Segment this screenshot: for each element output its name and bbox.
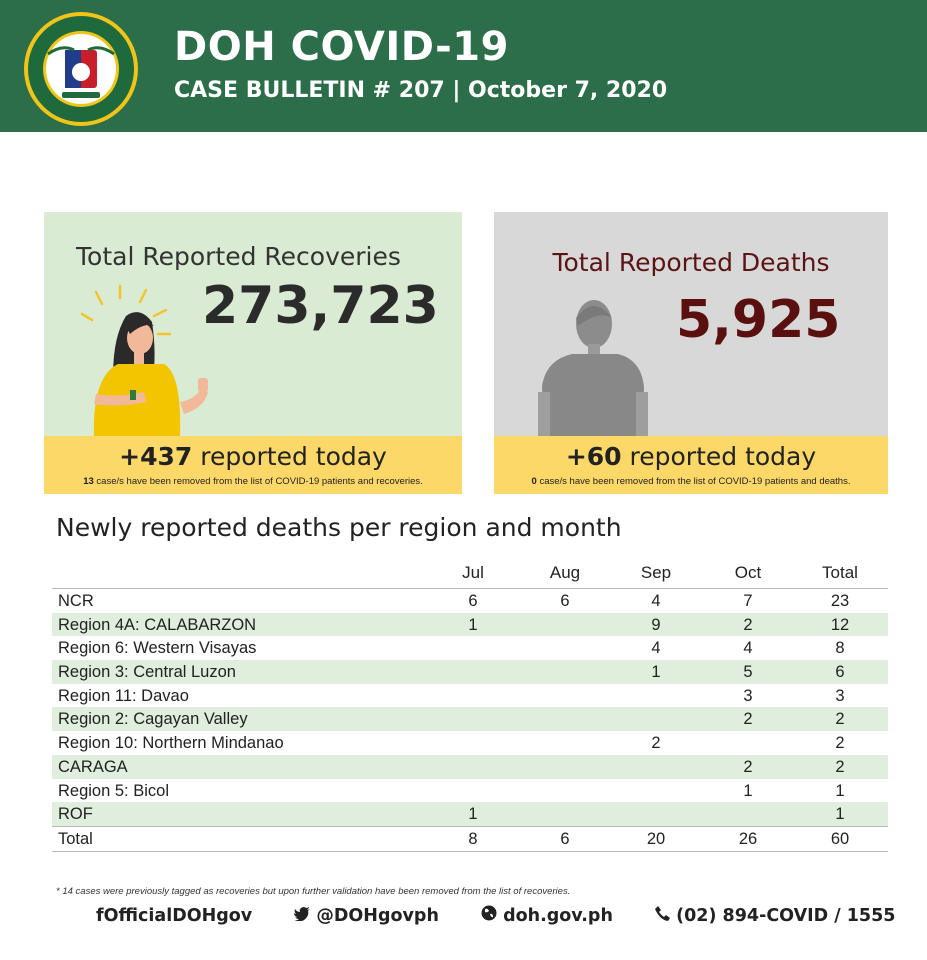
- facebook-handle: OfficialDOHgov: [103, 906, 253, 926]
- globe-icon: [481, 905, 497, 921]
- table-cell: 7: [743, 592, 753, 610]
- region-name: NCR: [58, 592, 94, 610]
- table-cell: 4: [743, 639, 753, 658]
- table-cell: 6: [468, 592, 478, 610]
- table-title: Newly reported deaths per region and month: [56, 513, 622, 542]
- region-name: Region 6: Western Visayas: [58, 639, 257, 658]
- table-header-row: [52, 560, 888, 589]
- table-cell: 4: [651, 639, 661, 658]
- deaths-by-region-table: [52, 560, 888, 852]
- person-silhouette-icon: [538, 296, 648, 438]
- phone-number: (02) 894-COVID / 1555: [676, 906, 896, 926]
- deaths-removed-count: 0: [531, 476, 537, 487]
- table-row: [52, 589, 888, 613]
- twitter-link[interactable]: [294, 906, 439, 926]
- region-name: Region 3: Central Luzon: [58, 663, 236, 682]
- table-cell: 12: [830, 615, 850, 634]
- table-cell: 2: [835, 710, 845, 729]
- table-cell: 6: [560, 592, 570, 610]
- bulletin-subtitle: CASE BULLETIN # 207 | October 7, 2020: [174, 78, 668, 103]
- page-title: DOH COVID-19: [174, 24, 509, 70]
- table-row: [52, 636, 888, 660]
- table-cell: 4: [651, 592, 661, 610]
- table-row: [52, 613, 888, 637]
- table-total-row: [52, 826, 888, 852]
- table-cell: 8: [835, 639, 845, 658]
- total-cell: 8: [468, 829, 478, 848]
- table-cell: 1: [468, 805, 478, 824]
- table-cell: 1: [743, 781, 753, 800]
- table-cell: 2: [743, 710, 753, 729]
- recoveries-total: 273,723: [202, 276, 439, 336]
- col-header-jul: Jul: [462, 563, 484, 582]
- deaths-today-count: +60: [565, 442, 622, 471]
- table-row: [52, 684, 888, 708]
- table-cell: 2: [743, 615, 753, 634]
- total-cell: 26: [738, 829, 758, 848]
- col-header-oct: Oct: [734, 563, 762, 582]
- table-cell: 2: [743, 757, 753, 776]
- table-row: [52, 802, 888, 826]
- phone-icon: [655, 906, 670, 921]
- region-name: CARAGA: [58, 757, 128, 776]
- footnote: * 14 cases were previously tagged as recoveries but upon further validation have been removed from the list of recoveries.: [56, 886, 571, 897]
- table-row: [52, 779, 888, 803]
- region-name: Region 4A: CALABARZON: [58, 615, 257, 634]
- region-name: ROF: [58, 805, 93, 824]
- recoveries-today-band: [44, 436, 462, 494]
- table-cell: 6: [835, 663, 845, 682]
- phone-link[interactable]: [655, 906, 895, 926]
- table-cell: 2: [651, 734, 661, 753]
- recoveries-title: Total Reported Recoveries: [76, 242, 401, 271]
- recoveries-today-count: +437: [119, 442, 193, 471]
- region-name: Region 10: Northern Mindanao: [58, 734, 284, 753]
- table-cell: 2: [835, 757, 845, 776]
- facebook-link[interactable]: [96, 906, 252, 926]
- table-cell: 1: [651, 663, 661, 682]
- region-name: Region 11: Davao: [58, 686, 189, 705]
- total-cell: 6: [560, 829, 570, 848]
- table-cell: 2: [835, 734, 845, 753]
- deaths-total: 5,925: [676, 290, 841, 350]
- table-cell: 5: [743, 663, 753, 682]
- deaths-today-label: reported today: [621, 442, 817, 471]
- doh-seal-logo: [22, 10, 140, 128]
- facebook-icon: f: [96, 906, 104, 926]
- table-cell: 23: [830, 592, 850, 610]
- recoveries-removed-count: 13: [83, 476, 94, 487]
- deaths-today-band: [494, 436, 888, 494]
- happy-woman-icon: [74, 282, 224, 437]
- deaths-card: [494, 212, 888, 494]
- website-link[interactable]: [481, 906, 613, 926]
- table-row: [52, 731, 888, 755]
- table-cell: 1: [835, 805, 845, 824]
- deaths-removed-note: case/s have been removed from the list of COVID-19 patients and deaths.: [536, 476, 851, 487]
- contact-bar: [96, 905, 895, 926]
- total-cell: 60: [830, 829, 850, 848]
- total-cell: 20: [646, 829, 666, 848]
- col-header-total: Total: [822, 563, 858, 582]
- twitter-icon: [294, 907, 310, 921]
- table-row: [52, 755, 888, 779]
- header-banner: [0, 0, 927, 132]
- table-row: [52, 660, 888, 684]
- col-header-sep: Sep: [640, 563, 672, 582]
- table-cell: 1: [468, 615, 478, 634]
- table-cell: 9: [651, 615, 661, 634]
- table-cell: 3: [743, 686, 753, 705]
- total-row-label: Total: [58, 829, 93, 848]
- twitter-handle: @DOHgovph: [316, 906, 439, 926]
- col-header-aug: Aug: [549, 563, 581, 582]
- recoveries-removed-note: case/s have been removed from the list of COVID-19 patients and recoveries.: [93, 476, 423, 487]
- recoveries-card: [44, 212, 462, 494]
- table-cell: 1: [835, 781, 845, 800]
- table-row: [52, 707, 888, 731]
- table-cell: 3: [835, 686, 845, 705]
- deaths-title: Total Reported Deaths: [552, 248, 830, 277]
- website-url: doh.gov.ph: [503, 906, 613, 926]
- region-name: Region 2: Cagayan Valley: [58, 710, 248, 729]
- recoveries-today-label: reported today: [192, 442, 387, 471]
- region-name: Region 5: Bicol: [58, 781, 169, 800]
